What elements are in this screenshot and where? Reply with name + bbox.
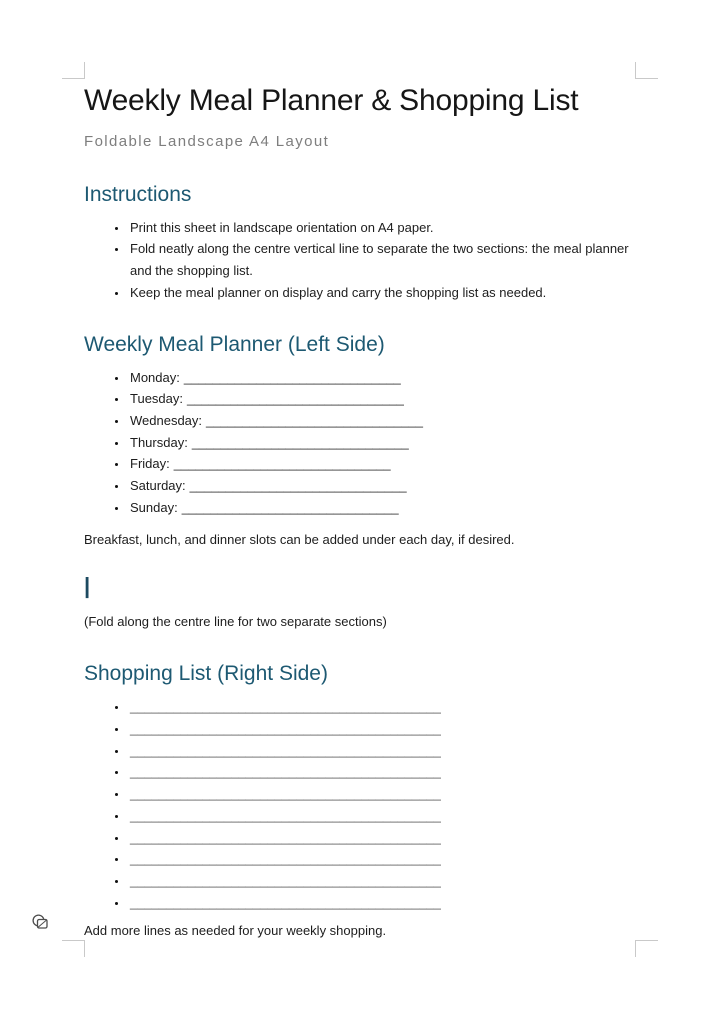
day-blank-line: ______________________________ (173, 456, 391, 472)
day-row-saturday (128, 475, 634, 497)
day-blank-line: ______________________________ (189, 478, 407, 494)
instruction-text: Fold neatly along the centre vertical line to separate the two sections: the meal planner and the shopping list. (130, 241, 629, 279)
day-label: Thursday: (130, 434, 188, 450)
day-label: Sunday: (130, 499, 178, 515)
day-blank-line: ______________________________ (191, 434, 409, 450)
page-corner-mark-top-right (635, 62, 658, 79)
shopping-list (84, 696, 634, 913)
shopping-blank-row (128, 718, 634, 740)
page-corner-mark-top-left (62, 62, 85, 79)
instruction-text: Keep the meal planner on display and carry the shopping list as needed. (130, 284, 547, 300)
day-label: Friday: (130, 456, 170, 472)
shopping-blank-row (128, 848, 634, 870)
shopping-blank-line: ___________________________________________ (130, 807, 441, 823)
day-row-friday (128, 453, 634, 475)
shopping-blank-line: ___________________________________________ (130, 786, 441, 802)
meal-planner-note: Breakfast, lunch, and dinner slots can be added under each day, if desired. (84, 531, 515, 547)
shopping-blank-row (128, 740, 634, 762)
page-subtitle: Foldable Landscape A4 Layout (84, 132, 330, 150)
shopping-blank-line: ___________________________________________ (130, 764, 441, 780)
fold-caption: (Fold along the centre line for two separate sections) (84, 614, 387, 630)
day-blank-line: ______________________________ (206, 413, 423, 429)
shopping-blank-row (128, 870, 634, 892)
day-blank-line: ______________________________ (183, 369, 401, 385)
instructions-list (84, 217, 634, 304)
day-row-tuesday (128, 388, 634, 410)
page-corner-mark-bottom-right (635, 940, 658, 957)
shopping-blank-line: ___________________________________________ (130, 742, 441, 758)
day-label: Tuesday: (130, 391, 183, 407)
day-label: Wednesday: (130, 413, 203, 429)
shopping-blank-line: ___________________________________________ (130, 829, 441, 845)
page-corner-mark-bottom-left (62, 940, 85, 957)
instruction-text: Print this sheet in landscape orientation on A4 paper. (130, 219, 434, 235)
shopping-blank-row (128, 696, 634, 718)
shopping-blank-row (128, 761, 634, 783)
day-row-monday (128, 367, 634, 389)
shopping-list-heading: Shopping List (Right Side) (84, 662, 328, 686)
day-label: Saturday: (130, 478, 186, 494)
shopping-blank-row (128, 827, 634, 849)
shopping-blank-row (128, 783, 634, 805)
day-row-sunday (128, 497, 634, 519)
day-row-wednesday (128, 410, 634, 432)
day-row-thursday (128, 432, 634, 454)
copilot-icon[interactable] (30, 912, 52, 934)
shopping-blank-row (128, 805, 634, 827)
meal-planner-heading: Weekly Meal Planner (Left Side) (84, 332, 385, 356)
fold-divider-bar: | (84, 573, 91, 599)
day-label: Monday: (130, 369, 180, 385)
shopping-blank-line: ___________________________________________ (130, 894, 441, 910)
instructions-heading: Instructions (84, 182, 192, 206)
shopping-blank-line: ___________________________________________ (130, 699, 441, 715)
shopping-list-note: Add more lines as needed for your weekly shopping. (84, 923, 387, 939)
day-blank-line: ______________________________ (181, 499, 399, 515)
day-blank-line: ______________________________ (187, 391, 404, 407)
instruction-item (128, 238, 634, 281)
meal-planner-day-list (84, 367, 634, 519)
shopping-blank-line: ___________________________________________ (130, 721, 441, 736)
shopping-blank-row (128, 892, 634, 914)
document-content (84, 84, 634, 942)
instruction-item (128, 217, 634, 239)
shopping-blank-line: ___________________________________________ (130, 851, 441, 867)
page-title: Weekly Meal Planner & Shopping List (84, 84, 579, 117)
instruction-item (128, 282, 634, 304)
shopping-blank-line: ___________________________________________ (130, 872, 441, 888)
